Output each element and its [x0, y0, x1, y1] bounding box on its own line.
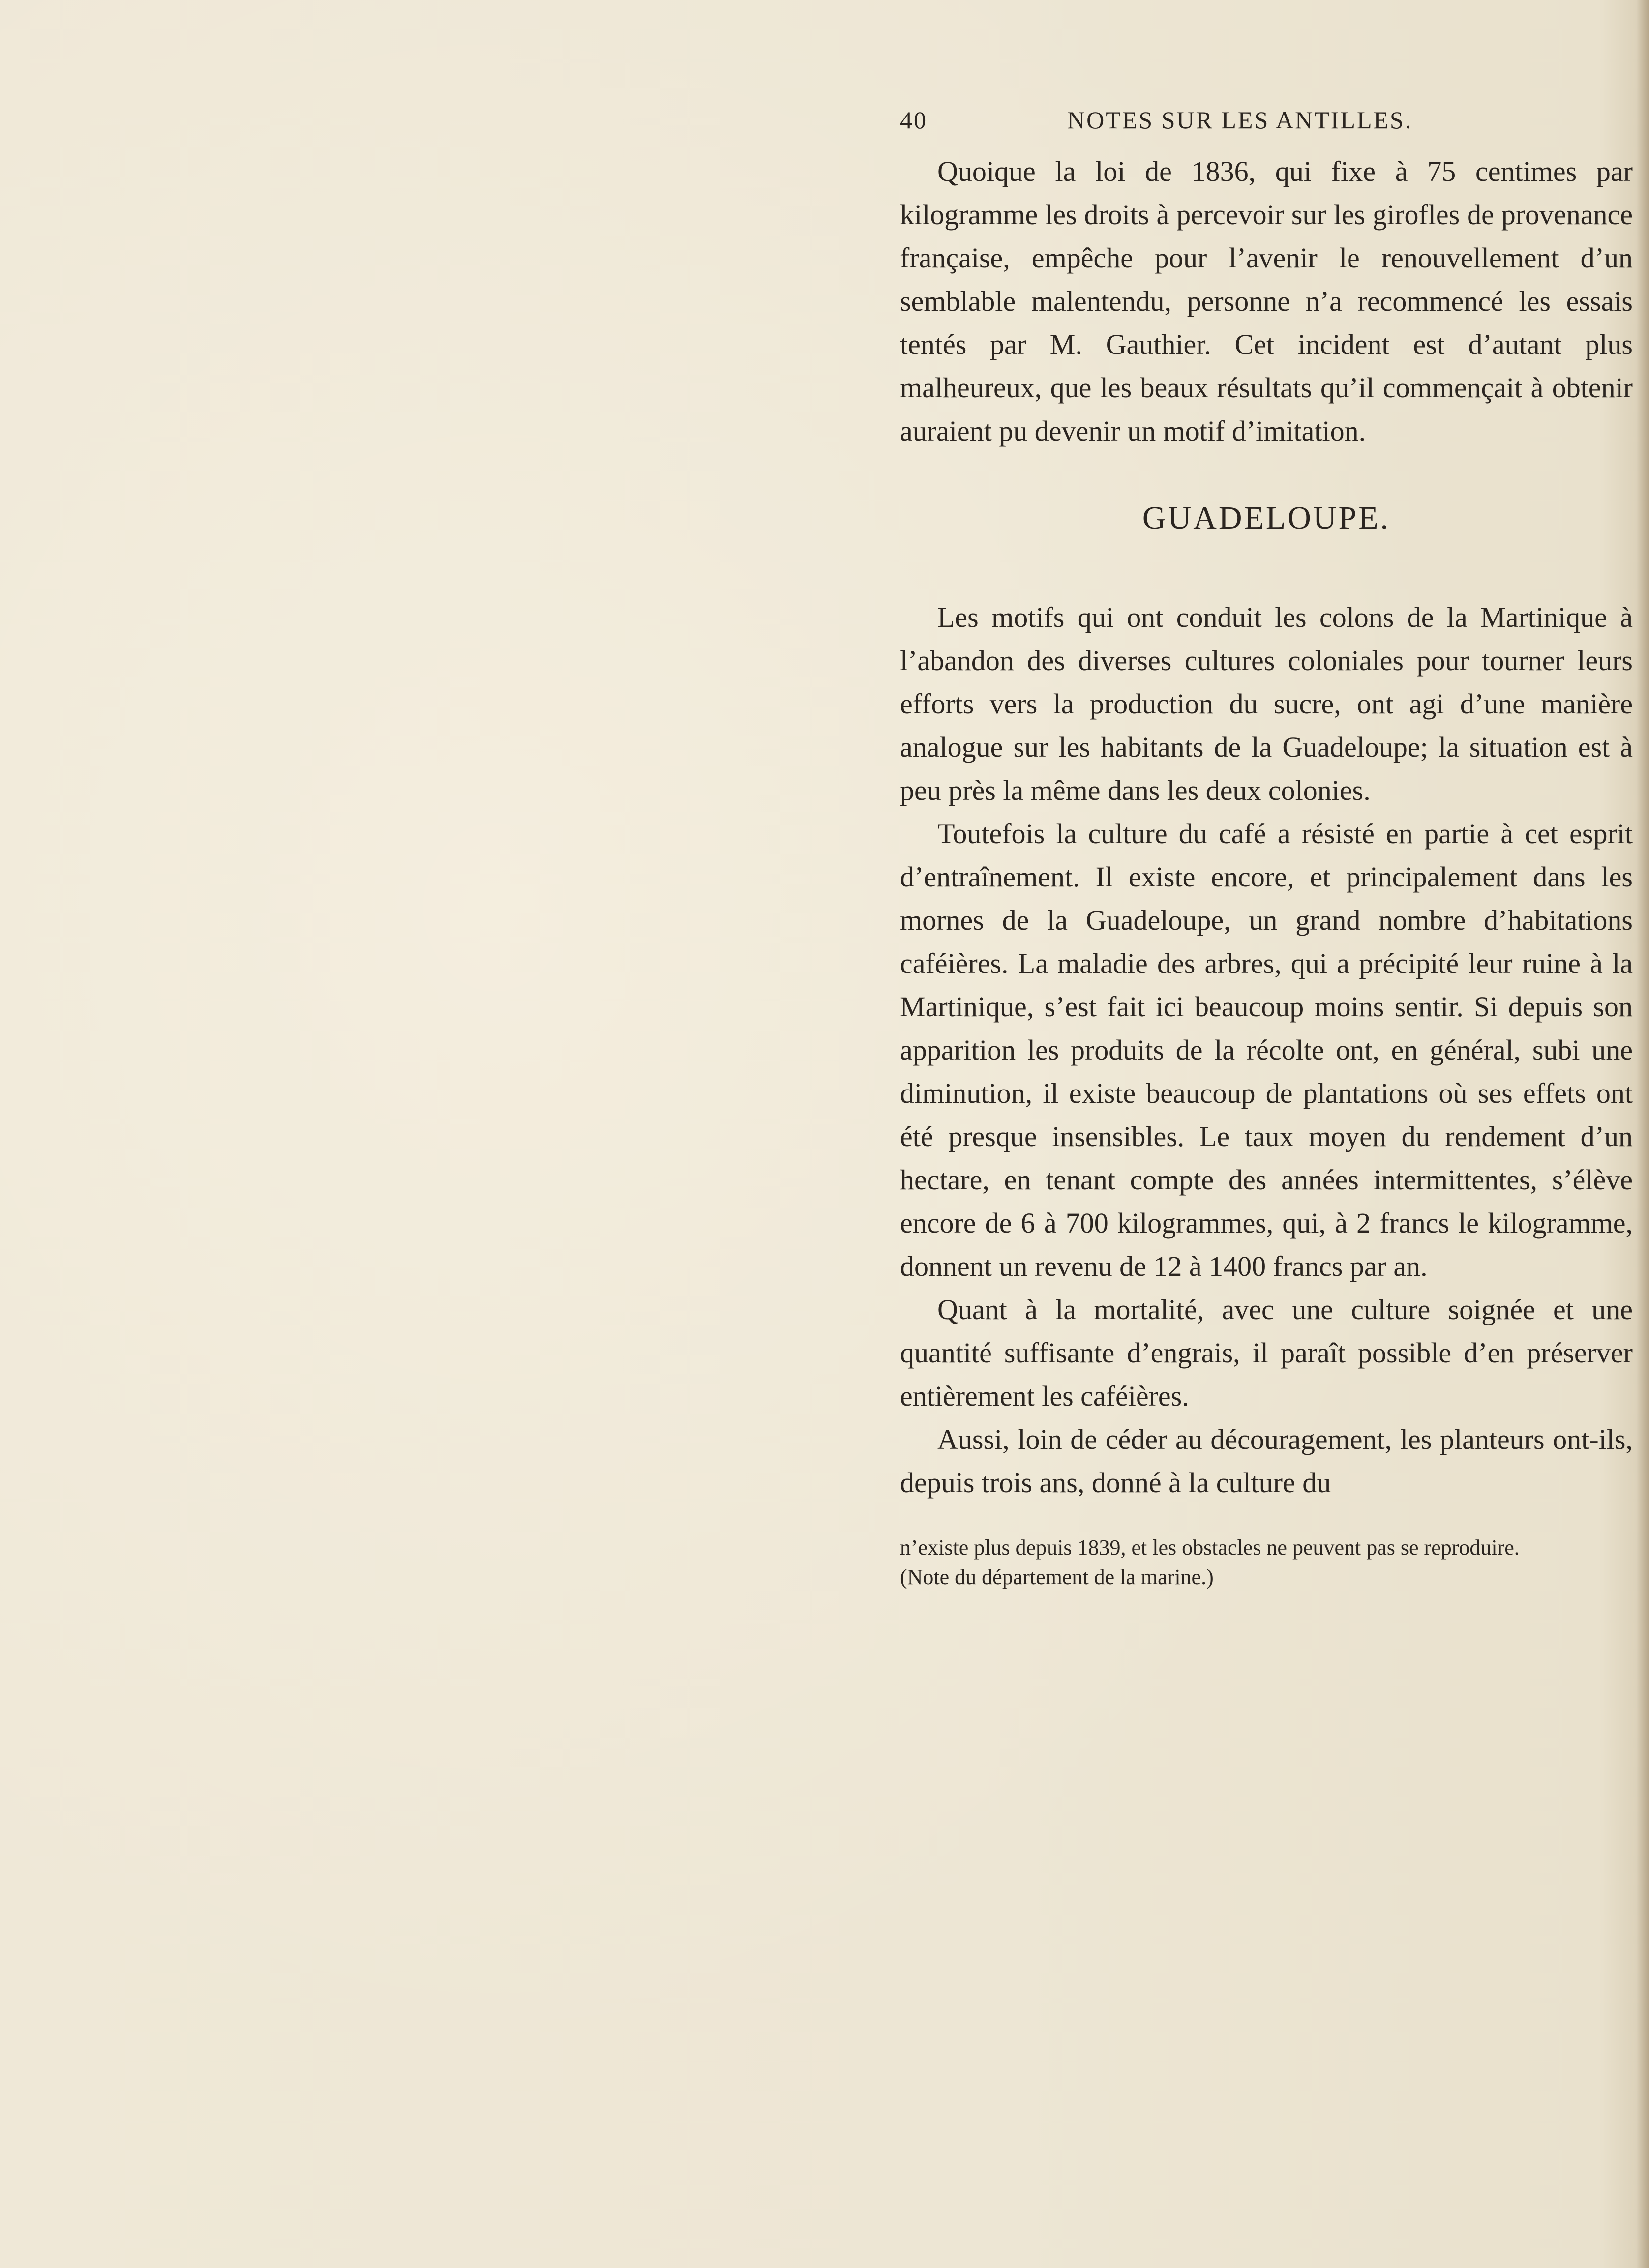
- footnote-line-1: n’existe plus depuis 1839, et les obstacles ne peuvent pas se reproduire.: [900, 1535, 1520, 1560]
- paragraph-girofles: Quoique la loi de 1836, qui fixe à 75 centimes par kilogramme les droits à percevoir sur les girofles de provenance française, empêche pour l’avenir le renouvellement d’un semblable malentendu, personne n’a recommencé les essais tentés par M. Gauthier. Cet incident est d’autant plus malheureux, que les beaux résultats qu’il commençait à obtenir auraient pu devenir un motif d’imitation.: [900, 155, 1633, 447]
- paragraph-motifs: Les motifs qui ont conduit les colons de la Martinique à l’abandon des diverses cultures coloniales pour tourner leurs efforts vers la production du sucre, ont agi d’une manière analogue sur les habitants de la Guadeloupe; la situation est à peu près la même dans les deux colonies.: [900, 601, 1633, 806]
- text-column: [900, 96, 1633, 1592]
- paragraph-aussi: Aussi, loin de céder au découragement, les planteurs ont-ils, depuis trois ans, donné à la culture du: [900, 1423, 1633, 1499]
- paragraph-cafe: Toutefois la culture du café a résisté en partie à cet esprit d’entraînement. Il existe encore, et principalement dans les mornes de la Guadeloupe, un grand nombre d’habitations caféières. La maladie des arbres, qui a précipité leur ruine à la Martinique, s’est fait ici beaucoup moins sentir. Si depuis son apparition les produits de la récolte ont, en général, subi une diminution, il existe beaucoup de plantations où ses effets ont été presque insensibles. Le taux moyen du rendement d’un hectare, en tenant compte des années intermittentes, s’élève encore de 6 à 700 kilogrammes, qui, à 2 francs le kilogramme, donnent un revenu de 12 à 1400 francs par an.: [900, 818, 1633, 1282]
- footnote: [900, 1533, 1633, 1592]
- section-title-guadeloupe: GUADELOUPE.: [1142, 500, 1391, 536]
- running-title: NOTES SUR LES ANTILLES.: [1067, 106, 1413, 134]
- page-number: 40: [900, 106, 928, 134]
- running-head: [900, 96, 1633, 150]
- page-edge-shadow: [1636, 0, 1649, 2268]
- footnote-line-2: (Note du département de la marine.): [900, 1565, 1214, 1589]
- paragraph-mortalite: Quant à la mortalité, avec une culture soignée et une quantité suffisante d’engrais, il paraît possible d’en préserver entièrement les caféières.: [900, 1294, 1633, 1412]
